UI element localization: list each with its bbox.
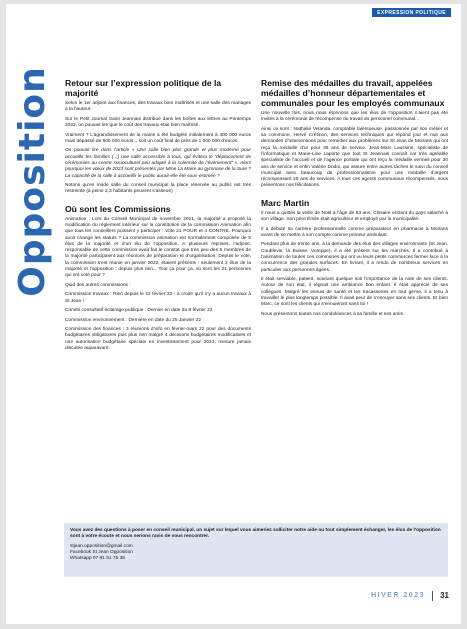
contact-email: stjean.opposition@gmail.com — [70, 543, 133, 549]
article-title-marc-martin: Marc Martin — [261, 197, 310, 208]
article-paragraph: Commission des finances : 3 réunions d’info en février-mars 22 pour des documents budgétaires obligatoires puis plus rien malgré 4 décisions budgétaires modificatives et une autorisation budgétaire spéciale en investissement pour 2023, mesure jamais discutée auparavant. — [65, 327, 251, 351]
article-title-commissions: Où sont les Commissions — [65, 203, 171, 214]
footer-divider — [432, 591, 433, 601]
sidebar-title-container — [11, 65, 53, 297]
magazine-page — [6, 4, 461, 624]
article-paragraph: Selon le 1er adjoint aux finances, des travaux bien maîtrisés et une salle des mariages à la hauteur. — [65, 101, 251, 113]
page-number: 31 — [440, 591, 449, 600]
article-paragraph: Il nous a quittés la veille de Noël à l’âge de 63 ans. Cliniaire entrant du pays salaché à son village. Son père Émile était agriculteur et employé par la municipalité. — [261, 210, 448, 223]
article-paragraph: Comité consultatif éclairage publique : Dernier en date du 8 février 22 — [65, 308, 213, 314]
article-title-medailles: Remise des médailles du travail, appelées médailles d’honneur départementales et communales pour les employés communaux — [261, 78, 445, 108]
article-paragraph: Ainsi ce sont : Nathalie Velanda, comptable talentueuse, passionnée par son métier et sa commune, Hervé Crétinon, des services techniques qui répond jour et nuit aux demandes d’interventions pour remédier aux problèmes sur St Jean de Moirans qui ont reçu la médaille d’or pour 35 ans de service. Jean-Marc Laussine, spécialiste de l’informatique et Marie-Line Laporte que tout St Jeannais connaît car très agréable spécialiste de l’accueil et de l’agence postale qui ont reçu la médaille vermeil pour 30 ans de service et enfin Valérie Dodoi, qui assure entre autres tâches le suivi du conseil municipal avec beaucoup de professionnalisme pour une médaille d’argent récompensant 20 ans de services. A tous ces agents communaux récompensés, nous présentons nos félicitations. — [261, 126, 448, 189]
page-footer — [6, 590, 461, 604]
article-paragraph: Il était serviable, patient, souriant quelque soit l’importance de la note de ses clients. Autour de son étal, il régnait une ambiance bon enfant. Il était apprécié de ses collègues. Malgré les ennuis de santé et les tracasseries en tout genre, il a tenu à travailler le plus longtemps possible. Il avait peur de s’ennuyer sans ses clients. Et bien Marc, ce sont les clients qui s’ennuieront sans toi ! — [261, 276, 448, 308]
right-column — [261, 78, 448, 321]
contact-facebook: Facebook St Jean Opposition — [70, 549, 133, 555]
article-paragraph: On pouvait lire dans l’article « Une salle bien plus grande et plus moderne pour accueillir les familles (...) une salle accessible à tous, qui évitera le “déplacement de cérémonies au centre socioculturel peu adapté à la solennité de l’évènement” ». Alors pourquoi les vœux de 2023 sont présentés par Mme La Maire au gymnase de la Sure ? La capacité de la salle à accueillir le public aurait-elle été sous-estimée ? — [65, 148, 251, 179]
article-paragraph: Commission environnement : Dernière en date du 25 Janvier 22 — [65, 317, 201, 323]
article-paragraph: Pendant plus de trente ans, à la demande des élus des villages environnants (St Jean, Coublevie, la Buisse, Voreppe), il a été présent sur les marchés. Il a contribué à l’animation de toutes ces communes qui ont vu leurs petits commerces fermer face à la concurrence des grandes surfaces. En livrant, il a rendu de nombreux services en particulier aux personnes âgées. — [261, 242, 448, 273]
article-paragraph: Vraiment ? L’agrandissement de la mairie a été budgété initialement à 400 000 euros mais dépassé de 600 000 euros... soit un coût final de près de 1 000 000 d’euros. — [65, 132, 251, 144]
article-paragraph: Animation : Lors du Conseil Municipal de novembre 2021, la majorité a proposé la modification du règlement intérieur sur la constitution de la commission Animation afin que tous les conseillers puissent y participer : Vote 21 POUR et 4 CONTRE. Pourquoi avoir changé les statuts ? La commission animation est normalement composée de 5 élus de la majorité et d’un élu de l’opposition. A plusieurs reprises, l’adjoint, responsable de cette commission avait fait le constat que très peu des 5 membres de la majorité participaient aux réunions de préparation et d’organisation. Depuis le vote, la commission s’est réunie en janvier 2022, étaient présents : seulement 2 élus de la majorité et l’opposition ; depuis plus rien... Tout ça pour ça, où sont les 21 personnes qui ont voté pour ? — [65, 216, 251, 279]
contact-question: Vous avez des questions à poser en conseil municipal, un sujet sur lequel vous aimeriez solliciter notre aide ou tout simplement échanger, les élus de l’opposition sont à votre écoute et nous serions ravis de vous rencontrer. — [70, 528, 441, 540]
section-tag: EXPRESSION POLITIQUE — [372, 8, 451, 17]
article-paragraph: Sur le Petit Journal Saint Jeannais distribué dans les boîtes aux lettres au Printemps 2022, on pouvait lire que le coût des travaux était bien maîtrisé. — [65, 116, 251, 129]
article-paragraph: Une nouvelle fois, nous nous étonnons que les élus de l’opposition n’aient pas été invités à la cérémonie de récompense du travail du personnel communal... — [261, 111, 448, 123]
sidebar-title: Opposition — [11, 65, 53, 297]
article-paragraph: Quid des autres commissions : — [65, 282, 131, 288]
article-paragraph: Notons qu’en mode salle du conseil municipal la place réservée au public est très restreinte (à peine 2,3 habitants peuvent s’asseoir) — [65, 183, 251, 195]
contact-whatsapp: Whatsapp 07 81 51 75 38 — [70, 556, 125, 562]
issue-season: HIVER 2023 — [371, 592, 425, 599]
contact-box — [64, 523, 448, 577]
article-paragraph: Nous présentons toutes nos condoléances à sa famille et ses amis. — [261, 311, 405, 317]
left-column — [65, 78, 251, 355]
article-paragraph: Commission travaux : Rien depuis le 22 février 22 - à croire qu’il n’y a aucun travaux à St Jean ! — [65, 292, 251, 304]
article-paragraph: Il a débuté sa carrière professionnelle comme préparateur en pharmacie à Moirans avant de se mettre à son compte comme primeur ambulant. — [261, 226, 448, 238]
article-title-retour: Retour sur l’expression politique de la majorité — [65, 78, 222, 98]
